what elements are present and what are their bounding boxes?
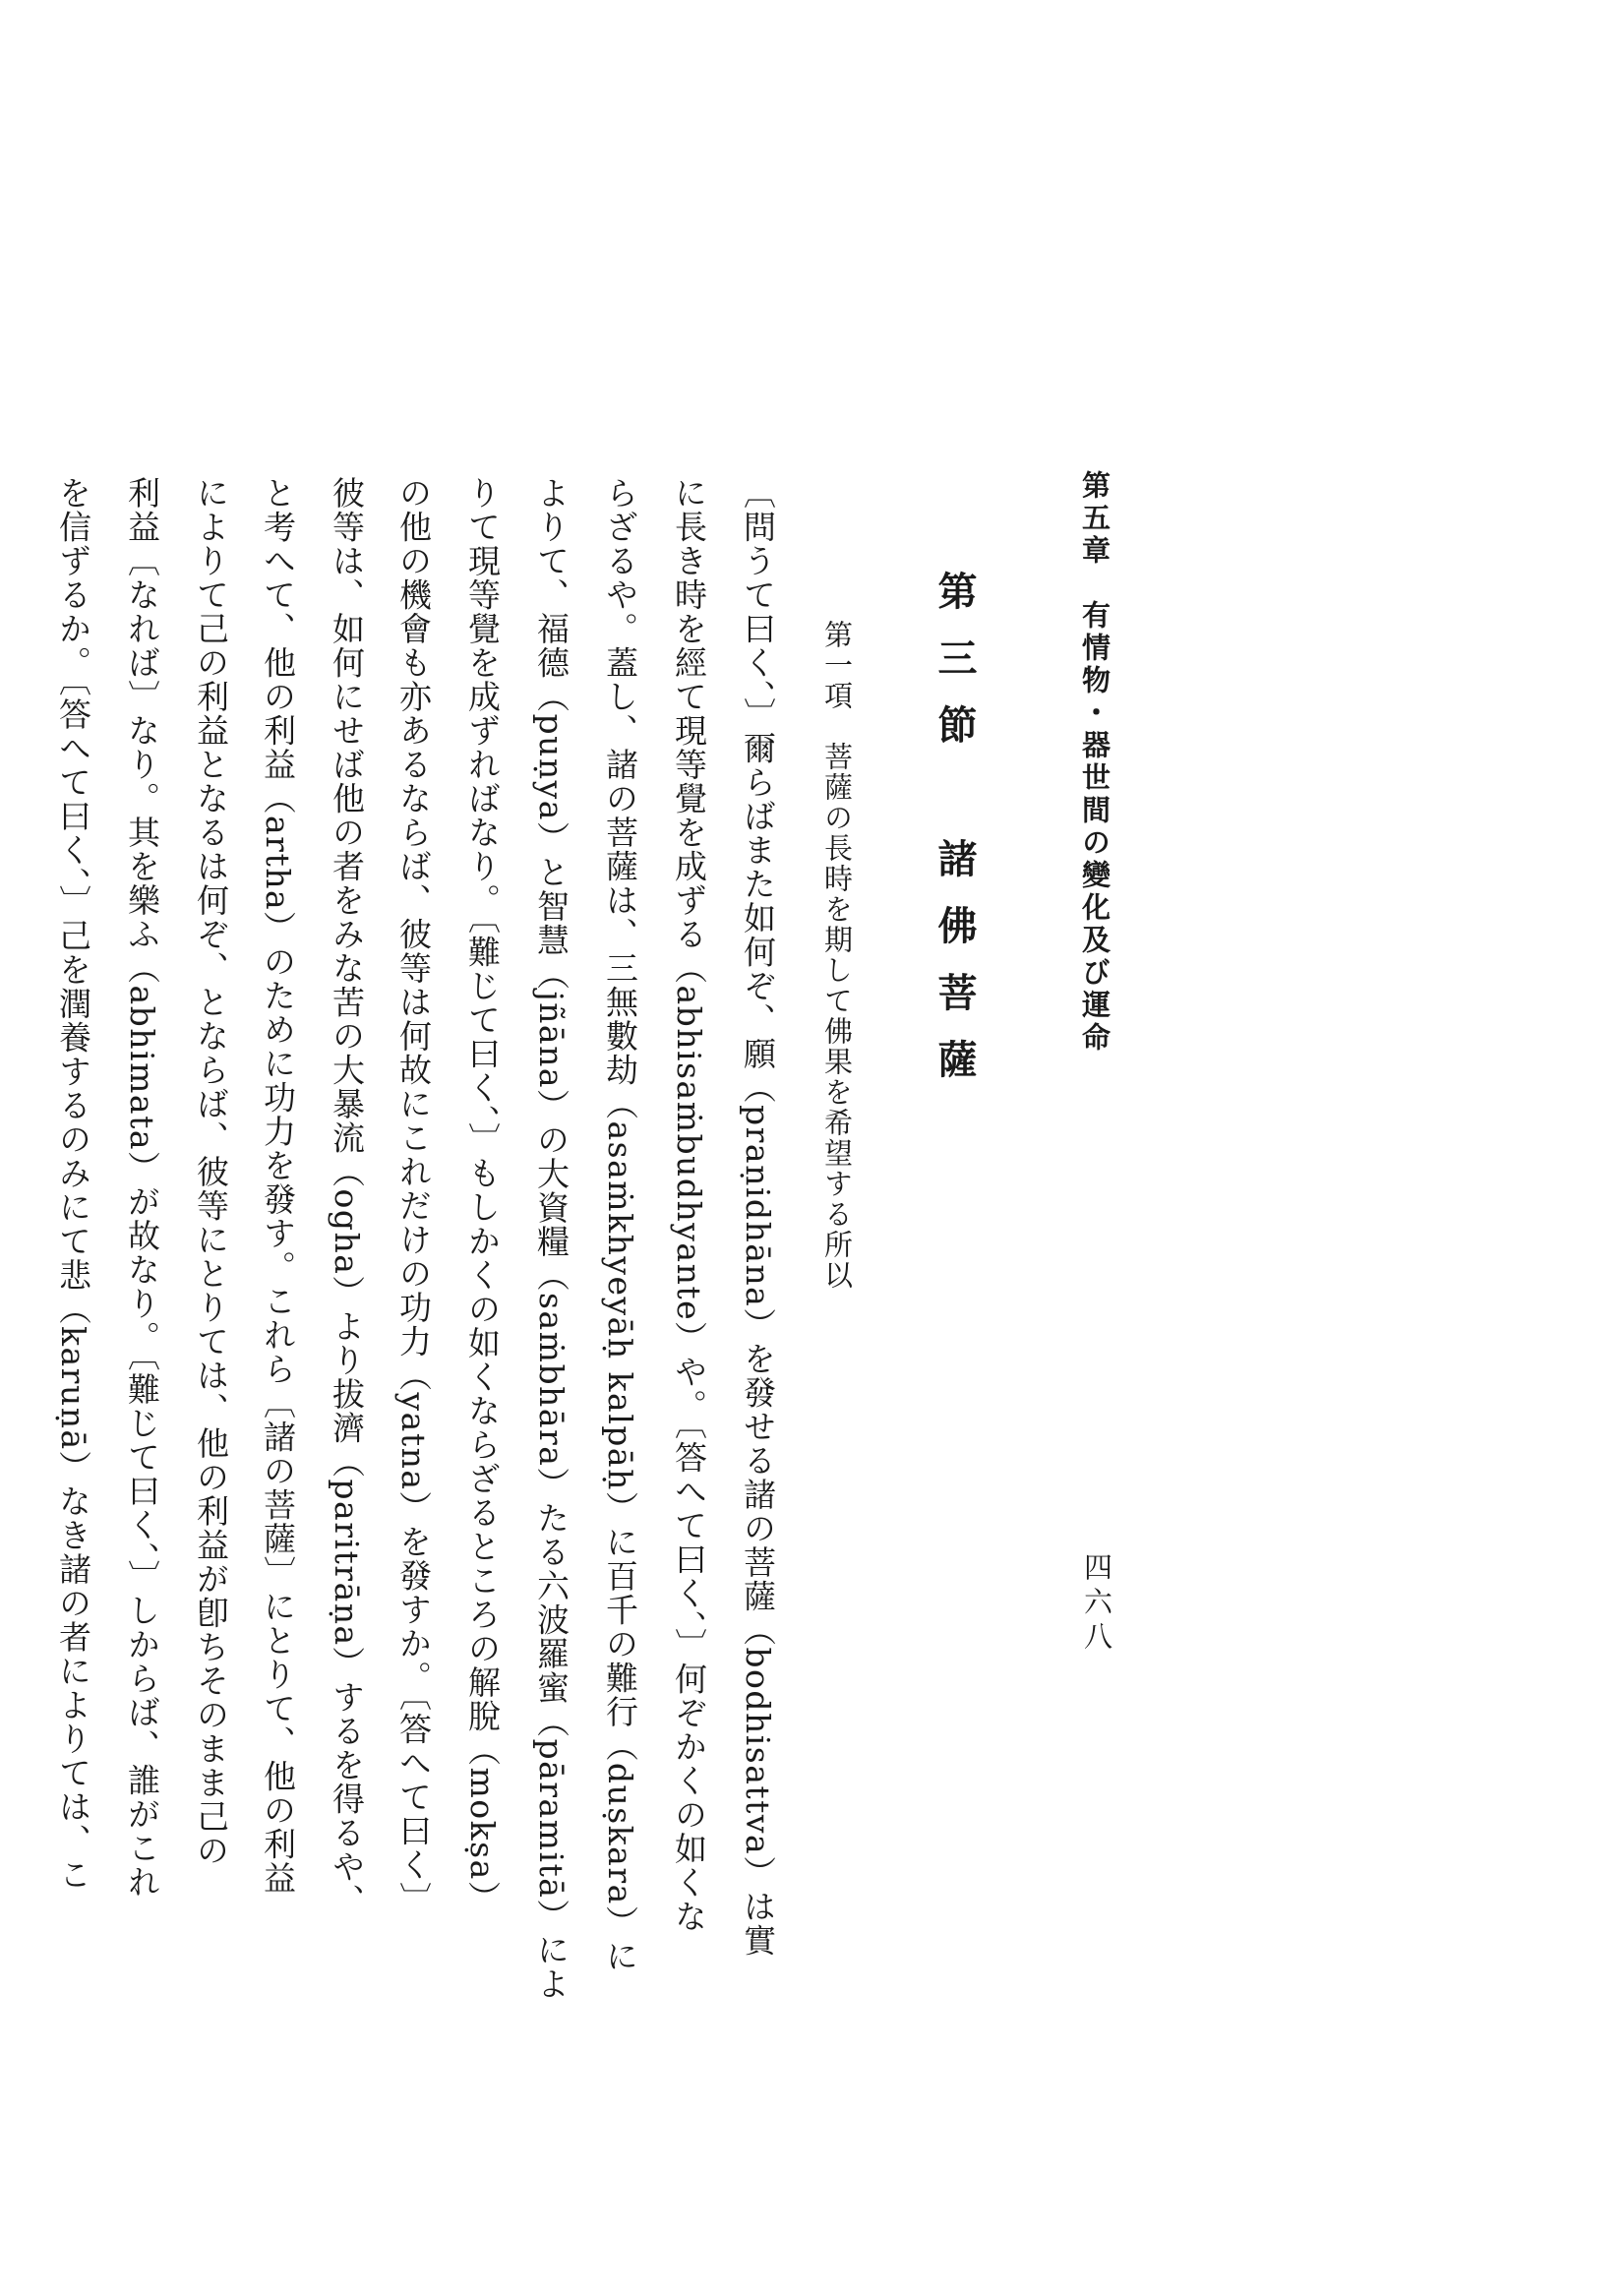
- body-line-8: と考へて、他の利益（artha）のために功力を發す。これら〔諸の菩薩〕にとりて、他の利益: [259, 476, 297, 1896]
- body-line-7: 彼等は、如何にせば他の者をみな苦の大暴流（ogha）より拔濟（paritrāṇa）するを得るや、: [328, 476, 366, 1918]
- body-line-11: を信ずるか。〔答へて曰く、〕己を潤養するのみにて悲（karuṇā）なき諸の者によりては、こ: [54, 476, 92, 1893]
- section-title: 第三節 諸佛菩薩: [932, 571, 977, 1106]
- body-line-9: によりて己の利益となるは何ぞ、とならば、彼等にとりては、他の利益が卽ちそのまま己の: [192, 476, 230, 1868]
- body-line-3: らざるや。蓋し、諸の菩薩は、三無數劫（asaṁkhyeyāḥ kalpāḥ）に百千の難行（duṣkara）に: [601, 476, 639, 1973]
- body-line-2: に長き時を經て現等覺を成ずる（abhisaṁbudhyante）や。〔答へて曰く、〕何ぞかくの如くな: [670, 476, 708, 1934]
- body-line-5: りて現等覺を成ずればなり。〔難じて曰く、〕もしかくの如くならざるところの解脫（mokṣa）: [463, 476, 502, 1915]
- body-line-6: の他の機會も亦あるならば、彼等は何故にこれだけの功力（yatna）を發すか。〔答へて曰く〕: [394, 476, 433, 1916]
- page-number: 四六八: [1080, 1552, 1113, 1656]
- body-line-1: 〔問うて曰く、〕爾らばまた如何ぞ、願（praṇidhāna）を發せる諸の菩薩（bodhisattva）は實: [739, 476, 777, 1958]
- body-line-10: 利益〔なれば〕なり。其を樂ふ（abhimata）が故なり。〔難じて曰く、〕しからば、誰がこれ: [123, 476, 161, 1900]
- running-head: 第五章 有情物・器世間の變化及び運命: [1078, 470, 1112, 1055]
- subsection-title: 第一項 菩薩の長時を期して佛果を希望する所以: [820, 620, 854, 1291]
- body-line-4: よりて、福德（puṇya）と智慧（jñāna）の大資糧（saṁbhāra）たる六波羅蜜（pāramitā）によ: [532, 476, 571, 2001]
